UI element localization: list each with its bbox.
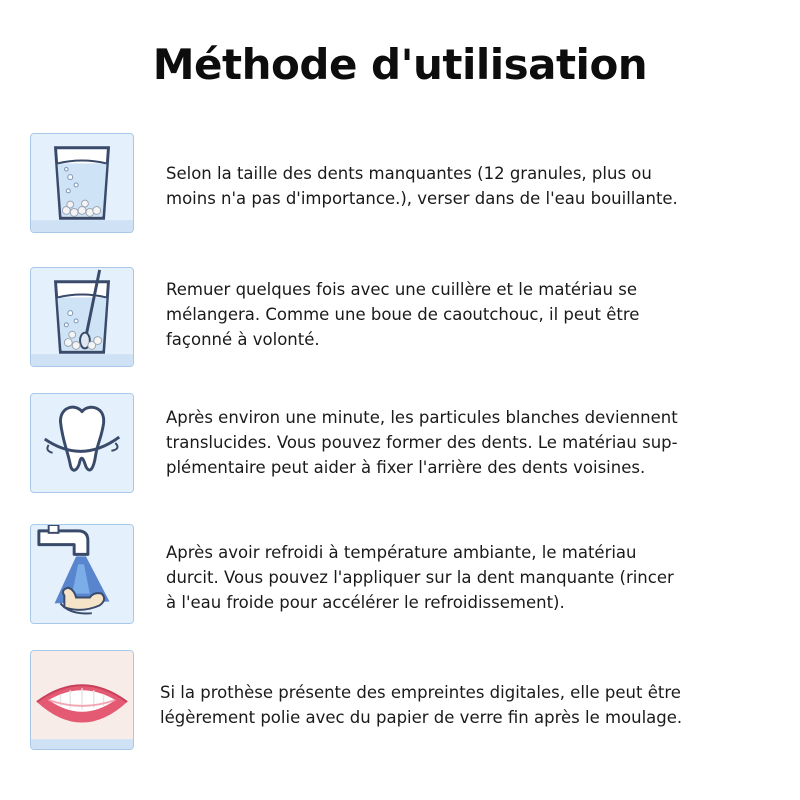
- faucet-cold-water-icon: [30, 524, 134, 624]
- step-1: [30, 133, 775, 237]
- step-2-description: Remuer quelques fois avec une cuillère et le matériau se mélangera. Comme une boue de caoutchouc, il peut être façonné à volonté.: [166, 280, 640, 349]
- step-5-description: Si la prothèse présente des empreintes digitales, elle peut être légèrement polie avec du papier de verre fin après le moulage.: [160, 683, 683, 727]
- smiling-mouth-teeth-icon: [30, 650, 134, 750]
- step-3: [30, 393, 775, 497]
- page-title: Méthode d'utilisation: [152, 40, 648, 89]
- step-3-description: Après environ une minute, les particules blanches deviennent translucides. Vous pouvez former des dents. Le matériau sup- plémentaire peut aider à fixer l'arrière des dents voisines.: [166, 408, 678, 477]
- step-4: [30, 524, 775, 628]
- step-2: [30, 267, 775, 371]
- glass-granules-icon: [30, 133, 134, 233]
- glass-spoon-stir-icon: [30, 267, 134, 367]
- step-1-description: Selon la taille des dents manquantes (12 granules, plus ou moins n'a pas d'importance.), verser dans de l'eau bouillante.: [166, 164, 678, 208]
- step-5: [30, 650, 775, 754]
- step-4-description: Après avoir refroidi à température ambiante, le matériau durcit. Vous pouvez l'appliquer sur la dent manquante (rincer à l'eau froide pour accélérer le refroidissement).: [166, 543, 674, 612]
- tooth-icon: [30, 393, 134, 493]
